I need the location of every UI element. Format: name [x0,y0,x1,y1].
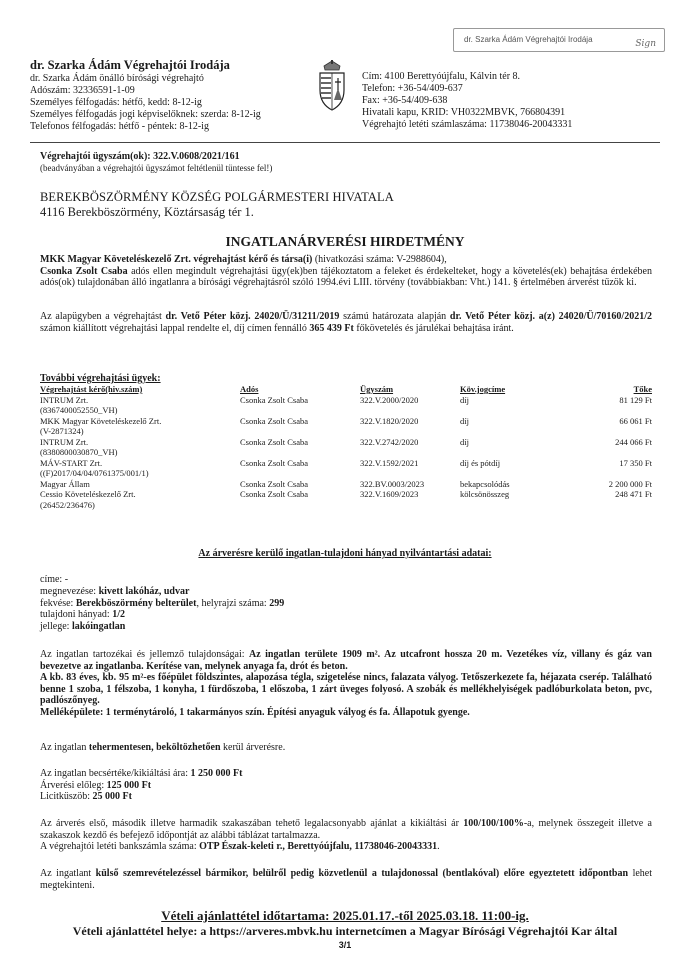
cell-case: 322.V.2742/2020 [360,436,419,447]
table-row [40,395,652,416]
page-title: INGATLANÁRVERÉSI HIRDETMÉNY [225,234,465,249]
basis-text: számon kiállított végrehajtási lappal rendelte el, díj címen fennálló [40,322,310,334]
property-location [40,598,284,610]
claim-amount: 365 439 Ft [309,322,354,334]
creditor: INTRUM Zrt. [40,436,89,447]
basis-text: számú határozata alapján [339,311,450,322]
case-note: (beadványában a végrehajtói ügyszámot feltétlenül tüntesse fel!) [40,163,273,173]
text: Az ingatlan [40,742,89,753]
label: Árverési előleg: [40,779,107,791]
cases-table-title: További végrehajtási ügyek: [40,373,161,384]
creditor-ref: (8380800030870_VH) [40,447,118,457]
intro-paragraph [40,254,652,289]
creditor: Cessio Követeléskezelő Zrt. [40,489,136,499]
details-lead: Az ingatlan tartozékai és jellemző tulajdonságai: [40,649,250,660]
cell-case: 322.V.2000/2020 [360,394,419,405]
text: Az ingatlant [40,868,96,879]
property-type [40,621,284,633]
property-details [40,649,652,718]
cell-creditor [40,437,240,458]
basis-paragraph [40,311,652,334]
encumbrance-status: tehermentesen, beköltözhetően [88,742,221,753]
creditor-ref: (26452/236476) [40,499,95,510]
cell-debtor: Csonka Zsolt Csaba [240,415,308,426]
cell-case: 322.V.1820/2020 [360,415,419,426]
signature: Sign [635,39,656,49]
office-line: Telefonos félfogadás: hétfő - péntek: 8-12-ig [30,121,209,132]
label: jellege: [40,621,72,633]
creditor-ref: (hivatkozási száma: V-2988604), [312,254,447,265]
creditor-ref: (8367400052550_VH) [40,405,118,415]
creditor: MKK Magyar Követeléskezelő Zrt. [40,415,162,426]
page-number: 3/1 [338,940,352,950]
judge-ref-2: dr. Vető Péter közj. a(z) 24020/Ü/70160/2021/2 [449,311,652,322]
label: Licitküszöb: [40,791,93,802]
contact-details [362,71,572,131]
creditor-name: MKK Magyar Követeléskezelő Zrt. végrehajtást kérő és társa(i) [40,254,313,265]
table-row [40,489,652,510]
min-bid-percent: 100/100/100% [463,818,524,829]
col-case: Ügyszám [360,384,394,394]
table-row [40,479,652,490]
details-outbuilding: Melléképülete: 1 terménytároló, 1 takarmányos szín. Építési anyaguk vályog és fa. Állapotuk gyenge. [40,706,470,718]
recipient-name: BEREKBÖSZÖRMÉNY KÖZSÉG POLGÁRMESTERI HIVATALA [40,190,394,204]
cell-creditor [40,458,240,479]
cell-title: díj [460,436,469,447]
inspection-paragraph [40,868,652,891]
creditor-ref: ((F)2017/04/04/0761375/001/1) [40,468,149,478]
property-data [40,574,284,633]
cell-creditor [40,416,240,437]
debtor-name: Csonka Zsolt Csaba [40,265,128,277]
label: tulajdoni hányad: [40,609,113,621]
label: fekvése: [40,597,76,609]
cell-title: díj és pótdíj [460,457,501,468]
label: , helyrajzi száma: [196,597,270,609]
creditor-ref: (V-2871324) [40,426,84,436]
contact-account: Végrehajtó letéti számlaszáma: 11738046-20043331 [362,119,573,130]
office-line: dr. Szarka Ádám önálló bírósági végrehajtó [30,73,204,84]
cell-debtor: Csonka Zsolt Csaba [240,457,308,468]
col-title: Köv.jogcíme [460,384,506,394]
bid-period: Vételi ajánlattétel időtartama: 2025.01.17.-től 2025.03.18. 11:00-ig. [161,908,529,923]
cell-debtor: Csonka Zsolt Csaba [240,478,308,489]
value: - [64,574,69,585]
rounds-paragraph [40,818,652,853]
inspection-terms: külső szemrevételezéssel bármikor, belülről pedig közvetlenül a tulajdonossal (bentlakóval) előre egyeztetett időpontban [95,868,629,879]
table-row [40,437,652,458]
cell-title: bekapcsolódás [460,478,510,489]
office-details [30,73,261,133]
price-block [40,768,652,803]
cell-title: díj [460,394,469,405]
header-divider [30,142,660,143]
value: 299 [269,597,285,609]
judge-ref-1: dr. Vető Péter közj. 24020/Ü/31211/2019 [165,311,340,322]
basis-text: Az alapügyben a végrehajtást [40,311,166,322]
value: 1/2 [112,609,125,621]
text: Az árverés első, második illetve harmadik szakaszában tehető legalacsonyabb ajánlat a kikiáltási ár [40,818,464,829]
value: 1 250 000 Ft [190,768,243,779]
header-stamp [453,28,665,52]
office-line: Személyes félfogadás: hétfő, kedd: 8-12-ig [30,97,202,108]
col-creditor: Végrehajtást kérő(hiv.szám) [40,384,143,394]
col-amount: Tőke [633,384,652,394]
value: Berekböszörmény belterület [75,597,197,609]
value: lakóingatlan [71,621,126,633]
encumbrance-line [40,742,652,754]
case-number: Végrehajtói ügyszám(ok): 322.V.0608/2021/161 [40,151,240,162]
cell-debtor: Csonka Zsolt Csaba [240,394,308,405]
cell-debtor: Csonka Zsolt Csaba [240,489,308,499]
cell-title: kölcsönösszeg [460,489,510,499]
auction-deposit [40,780,652,792]
cell-amount: 17 350 Ft [619,457,652,468]
bid-step [40,791,652,803]
text: kerül árverésre. [220,742,286,753]
table-row [40,416,652,437]
stamp-text: dr. Szarka Ádám Végrehajtói Irodája [464,35,593,44]
cell-creditor: Magyar Állam [40,478,90,489]
recipient-address: 4116 Berekböszörmény, Köztársaság tér 1. [40,205,254,219]
contact-address: Cím: 4100 Berettyóújfalu, Kálvin tér 8. [362,71,521,82]
contact-fax: Fax: +36-54/409-638 [362,95,448,106]
bank-account: OTP Észak-keleti r., Berettyóújfalu, 11738046-20043331 [199,841,438,852]
cell-creditor [40,489,240,510]
creditor: MÁV-START Zrt. [40,457,103,468]
cell-amount: 81 129 Ft [619,394,652,405]
text: . [437,841,440,852]
label: Az ingatlan becsértéke/kikiáltási ára: [40,768,191,779]
property-share [40,609,284,621]
value: 125 000 Ft [106,779,152,791]
estimated-value [40,768,652,780]
contact-phone: Telefon: +36-54/409-637 [362,83,463,94]
cell-amount: 2 200 000 Ft [608,478,652,489]
cell-case: 322.V.1592/2021 [360,457,419,468]
text: -a, melynek összegeit illetve a szakaszok kezdő és befejező időpontját az alábbi táblázat tartalmazza. [40,818,652,841]
cell-debtor: Csonka Zsolt Csaba [240,436,308,447]
table-row [40,458,652,479]
office-line: Személyes félfogadás jogi képviselőknek: szerda: 8-12-ig [30,109,261,120]
cell-amount: 244 066 Ft [615,436,652,447]
text: A végrehajtói letéti bankszámla száma: [40,841,200,852]
property-name [40,586,284,598]
cell-creditor [40,395,240,416]
details-building: A kb. 83 éves, kb. 95 m²-es főépület földszintes, alapozása tégla, szigetelése nincs, falazata vályog. Tetőszerkezete fa, héjazata cserép. Található benne 1 szoba, 1 félszoba, 1 konyha, 1 fürdőszoba, 1 előszoba, 1 zárt üveges folyosó. A szobák és mellékhelyiségek padlóburkolata beton, pvc, padlószőnyeg. [40,672,652,706]
value: 25 000 Ft [92,791,132,802]
basis-text: főkövetelés és járulékai behajtása iránt. [353,322,514,334]
text: lehet megtekinteni. [40,868,653,891]
property-section-title: Az árverésre kerülő ingatlan-tulajdoni hányad nyilvántartási adatai: [198,548,492,559]
value: kivett lakóház, udvar [98,585,190,597]
property-address [40,574,284,586]
cases-table [40,384,652,510]
bid-place: Vételi ajánlattétel helye: a https://arveres.mbvk.hu internetcímen a Magyar Bírósági Végrehajtói Kar által [72,924,618,938]
contact-krid: Hivatali kapu, KRID: VH0322MBVK, 766804391 [362,107,566,118]
office-title: dr. Szarka Ádám Végrehajtói Irodája [30,58,230,72]
cell-amount: 248 471 Ft [615,489,652,499]
office-line: Adószám: 32336591-1-09 [30,85,135,96]
details-plot: Az ingatlan területe 1909 m². Az utcafront hossza 20 m. Vezetékes víz, villany és gáz van bevezetve az ingatlanba. Kerítése van, melynek anyaga fa, drót és beton. [40,649,652,672]
cell-amount: 66 061 Ft [619,415,652,426]
cell-case: 322.BV.0003/2023 [360,478,425,489]
coat-of-arms-icon [316,60,348,112]
creditor: INTRUM Zrt. [40,394,89,405]
col-debtor: Adós [240,384,259,394]
label: címe: [40,574,65,585]
table-header-row [40,384,652,395]
cell-case: 322.V.1609/2023 [360,489,419,499]
cell-title: díj [460,415,469,426]
intro-text: adós ellen megindult végrehajtási ügy(ek)ben tájékoztatom a feleket és érdekelteket, hogy a követelés(ek) behajtása érdekében adós(ok) tulajdonában álló ingatlanra a bírósági végrehajtásról szóló 1994.évi LIII. törvény (továbbiakban: Vht.) 141. § értelmében árverést tűzök ki. [40,265,652,288]
label: megnevezése: [40,585,99,597]
